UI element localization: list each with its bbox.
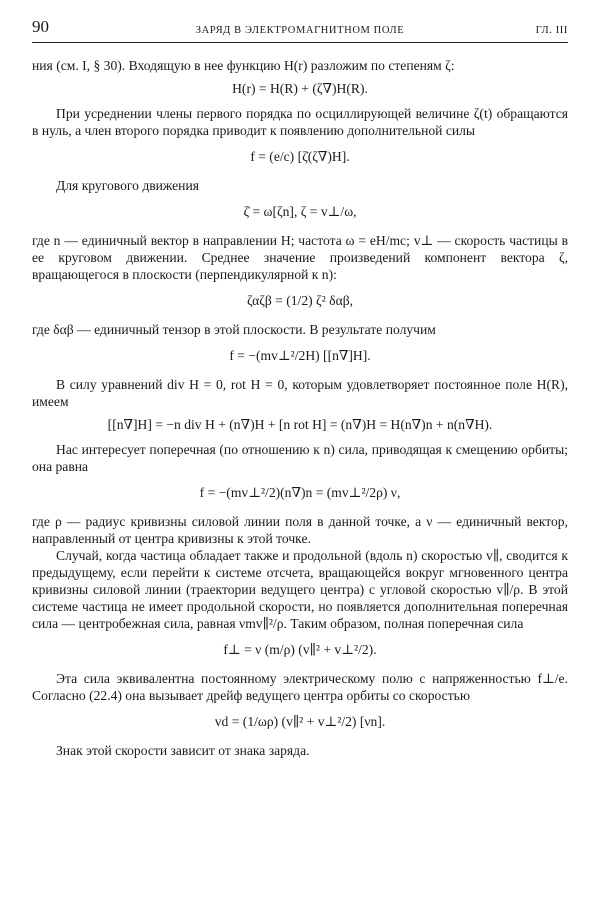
paragraph-8: где ρ — радиус кривизны силовой линии поля в данной точке, а ν — единичный вектор, направленный от центра кривизны к этой точке.	[32, 514, 568, 546]
equation-1: H(r) = H(R) + (ζ∇)H(R).	[232, 81, 368, 96]
book-page	[32, 18, 568, 759]
page-header	[32, 18, 568, 43]
paragraph-3: Для кругового движения	[56, 178, 199, 193]
equation-5: f = −(mv⊥²/2H) [[n∇]H].	[229, 348, 371, 363]
paragraph-1: ния (см. I, § 30). Входящую в нее функцию H(r) разложим по степеням ζ:	[32, 58, 455, 73]
paragraph-4: где n — единичный вектор в направлении H; частота ω = eH/mc; v⊥ — скорость частицы в ее круговом движении. Среднее значение произведений компонент вектора ζ, вращающегося в плоскости (перпендикулярной к n):	[32, 233, 568, 282]
equation-7: f = −(mv⊥²/2)(n∇)n = (mv⊥²/2ρ) ν,	[199, 485, 401, 500]
chapter-label: ГЛ. III	[535, 25, 568, 36]
paragraph-5: где δαβ — единичный тензор в этой плоскости. В результате получим	[32, 322, 436, 337]
paragraph-11: Знак этой скорости зависит от знака заряда.	[56, 743, 310, 758]
paragraph-10: Эта сила эквивалентна постоянному электрическому полю с напряженностью f⊥/e. Согласно (22.4) она вызывает дрейф ведущего центра орбиты со скоростью	[32, 671, 568, 703]
equation-4: ζαζβ = (1/2) ζ² δαβ,	[246, 293, 354, 308]
page-number: 90	[32, 17, 49, 36]
equation-3: ζ̇ = ω[ζn], ζ = v⊥/ω,	[243, 204, 357, 219]
paragraph-6: В силу уравнений div H = 0, rot H = 0, которым удовлетворяет постоянное поле H(R), имеем	[32, 377, 568, 409]
paragraph-9: Случай, когда частица обладает также и продольной (вдоль n) скоростью v∥, сводится к предыдущему, если перейти к системе отсчета, вращающейся вокруг мгновенного центра кривизны силовой линии (траектории ведущего центра) с угловой скоростью v∥/ρ. В этой системе частица не имеет продольной скорости, но появляется дополнительная поперечная сила — центробежная сила, равная νmv∥²/ρ. Таким образом, полная поперечная сила	[32, 548, 568, 631]
equation-8: f⊥ = ν (m/ρ) (v∥² + v⊥²/2).	[223, 642, 377, 657]
equation-2: f = (e/c) [ζ̇(ζ∇)H].	[250, 149, 350, 164]
running-title: ЗАРЯД В ЭЛЕКТРОМАГНИТНОМ ПОЛЕ	[195, 25, 405, 36]
equation-9: vd = (1/ωρ) (v∥² + v⊥²/2) [νn].	[214, 714, 386, 729]
paragraph-7: Нас интересует поперечная (по отношению к n) сила, приводящая к смещению орбиты; она равна	[32, 442, 568, 474]
equation-6: [[n∇]H] = −n div H + (n∇)H + [n rot H] = (n∇)H = H(n∇)n + n(n∇H).	[107, 417, 493, 432]
paragraph-2: При усреднении члены первого порядка по осциллирующей величине ζ(t) обращаются в нуль, а член второго порядка приводит к появлению дополнительной силы	[32, 106, 568, 138]
